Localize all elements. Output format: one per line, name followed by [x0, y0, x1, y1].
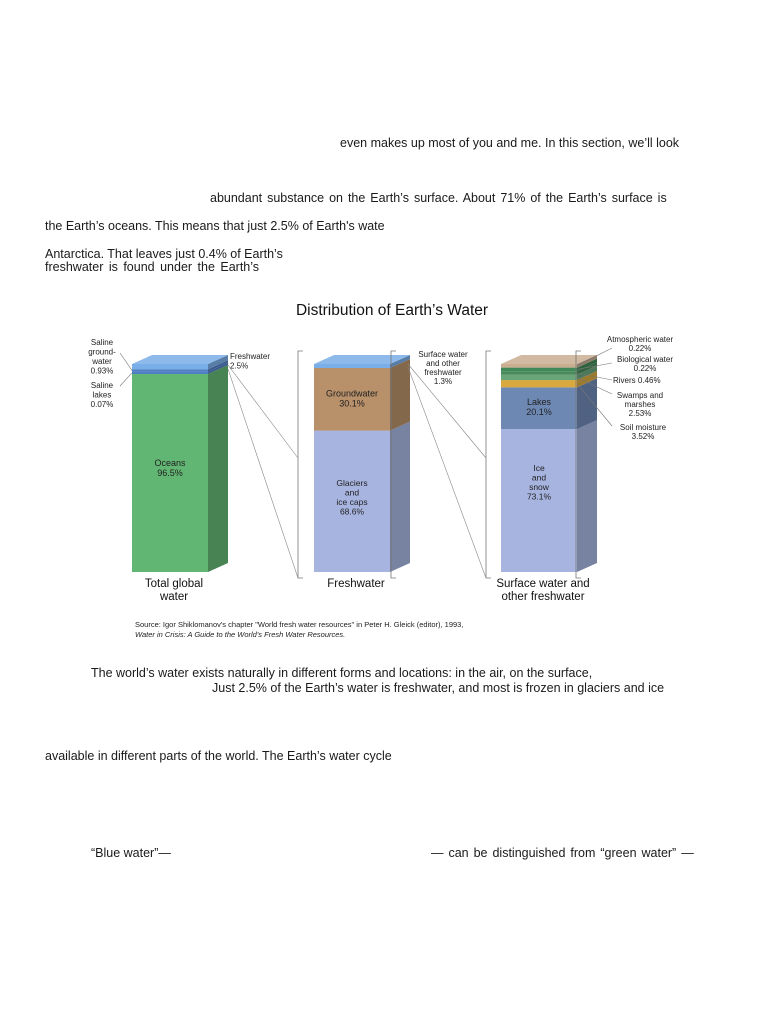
text-line-2: abundant substance on the Earth’s surface. About 71% of the Earth’s surface is	[210, 191, 667, 205]
text-line-7: Just 2.5% of the Earth’s water is freshwater, and most is frozen in glaciers and ice	[212, 681, 665, 695]
callout-ice-snow: Ice	[533, 463, 545, 473]
callout-saline-groundwater: water	[92, 357, 112, 366]
bar-3-segment-atmospheric-water	[501, 364, 577, 368]
callout-saline-lakes: Saline	[90, 381, 114, 390]
text-line-8: available in different parts of the world. The Earth’s water cycle	[45, 749, 392, 763]
bar-3-axis-label: other freshwater	[501, 591, 585, 603]
chart-source-line: Source: Igor Shiklomanov's chapter "World fresh water resources" in Peter H. Gleick (editor), 1993,	[135, 620, 464, 629]
callout-soil: Soil moisture	[619, 423, 667, 432]
bar-1-segment-saline-groundwater	[132, 369, 208, 371]
callout-saline-lakes: lakes	[92, 390, 112, 400]
callout-saline-lakes: 0.07%	[90, 400, 114, 409]
callout-groundwater: 30.1%	[339, 398, 365, 409]
callout-ice-snow: 73.1%	[526, 491, 552, 502]
chart-title: Distribution of Earth’s Water	[295, 302, 489, 319]
zoom-line-d	[408, 367, 486, 578]
text-line-4: Antarctica. That leaves just 0.4% of Earth’s	[45, 247, 283, 261]
water-distribution-chart	[0, 290, 768, 650]
bar-1-segment-freshwater	[132, 364, 208, 369]
bar-2-segment-groundwater-side	[390, 359, 410, 431]
bar-3-segment-biological-water	[501, 368, 577, 372]
callout-saline-groundwater: Saline	[90, 338, 114, 347]
callout-swamps: 2.53%	[628, 409, 652, 418]
callout-oceans: Oceans	[154, 458, 186, 468]
bar-1-axis-label: Total global	[144, 578, 204, 590]
text-line-9b: — can be distinguished from “green water” —	[431, 846, 694, 860]
bar-3-segment-soil-moisture	[501, 380, 577, 387]
callout-swamps: Swamps and	[616, 391, 664, 400]
bar-1-segment-saline-lakes	[132, 372, 208, 374]
freshwater-bracket-left	[298, 351, 303, 578]
text-line-5: freshwater is found under the Earth’s	[45, 260, 260, 274]
bar-2-axis-label: Freshwater	[327, 578, 385, 590]
water-distribution-figure	[0, 290, 768, 650]
callout-rivers: Rivers 0.46%	[613, 376, 661, 385]
callout-surface-other: freshwater	[424, 368, 462, 377]
text-line-9a: “Blue water”—	[91, 846, 171, 860]
callout-surface-other: 1.3%	[433, 377, 453, 386]
callout-lakes: 20.1%	[526, 407, 552, 418]
callout-atmospheric: Atmospheric water	[606, 335, 674, 344]
bar-2-segment-glaciers-and-ice-caps-side	[390, 422, 410, 572]
bar-3-axis-label: Surface water and	[496, 578, 590, 590]
callout-groundwater: Groundwater	[325, 388, 379, 399]
callout-glaciers: 68.6%	[339, 506, 365, 517]
callout-glaciers: Glaciers	[336, 478, 368, 488]
surface-bracket-left	[486, 351, 491, 578]
callout-glaciers: and	[344, 487, 360, 498]
callout-freshwater: 2.5%	[230, 361, 249, 371]
zoom-line-b	[228, 369, 298, 578]
callout-atmospheric: 0.22%	[628, 344, 652, 353]
callout-ice-snow: snow	[529, 482, 549, 492]
zoom-line-a	[228, 365, 298, 458]
text-line-6: The world’s water exists naturally in different forms and locations: in the air, on the surface,	[91, 666, 593, 680]
bar-3-segment-swamps-and-marshes	[501, 375, 577, 380]
leader-saline-groundwater	[120, 353, 132, 370]
callout-biological: Biological water	[616, 355, 674, 364]
chart-source-line: Water in Crisis: A Guide to the World's Fresh Water Resources.	[135, 630, 346, 639]
bar-3-segment-ice-and-snow-side	[577, 420, 597, 572]
bar-2-segment-surface-water-and-other-freshwater	[314, 364, 390, 368]
callout-swamps: marshes	[624, 400, 656, 409]
callout-freshwater: Freshwater	[230, 352, 271, 361]
callout-saline-groundwater: ground-	[88, 347, 116, 357]
bar-1-segment-oceans-side	[208, 365, 228, 572]
text-line-3: the Earth’s oceans. This means that just 2.5% of Earth's wate	[45, 219, 385, 233]
callout-surface-other: and other	[426, 359, 460, 368]
callout-biological: 0.22%	[633, 364, 657, 373]
text-line-1: even makes up most of you and me. In this section, we’ll look	[340, 136, 680, 150]
bar-1-axis-label: water	[159, 591, 189, 603]
callout-lakes: Lakes	[526, 397, 552, 408]
callout-ice-snow: and	[531, 472, 547, 483]
leader-saline-lakes	[120, 373, 132, 386]
bar-3-segment-rivers	[501, 371, 577, 375]
callout-oceans: 96.5%	[157, 468, 183, 478]
callout-glaciers: ice caps	[336, 497, 368, 507]
callout-soil: 3.52%	[631, 432, 655, 441]
callout-saline-groundwater: 0.93%	[90, 366, 114, 376]
callout-surface-other: Surface water	[418, 350, 468, 359]
